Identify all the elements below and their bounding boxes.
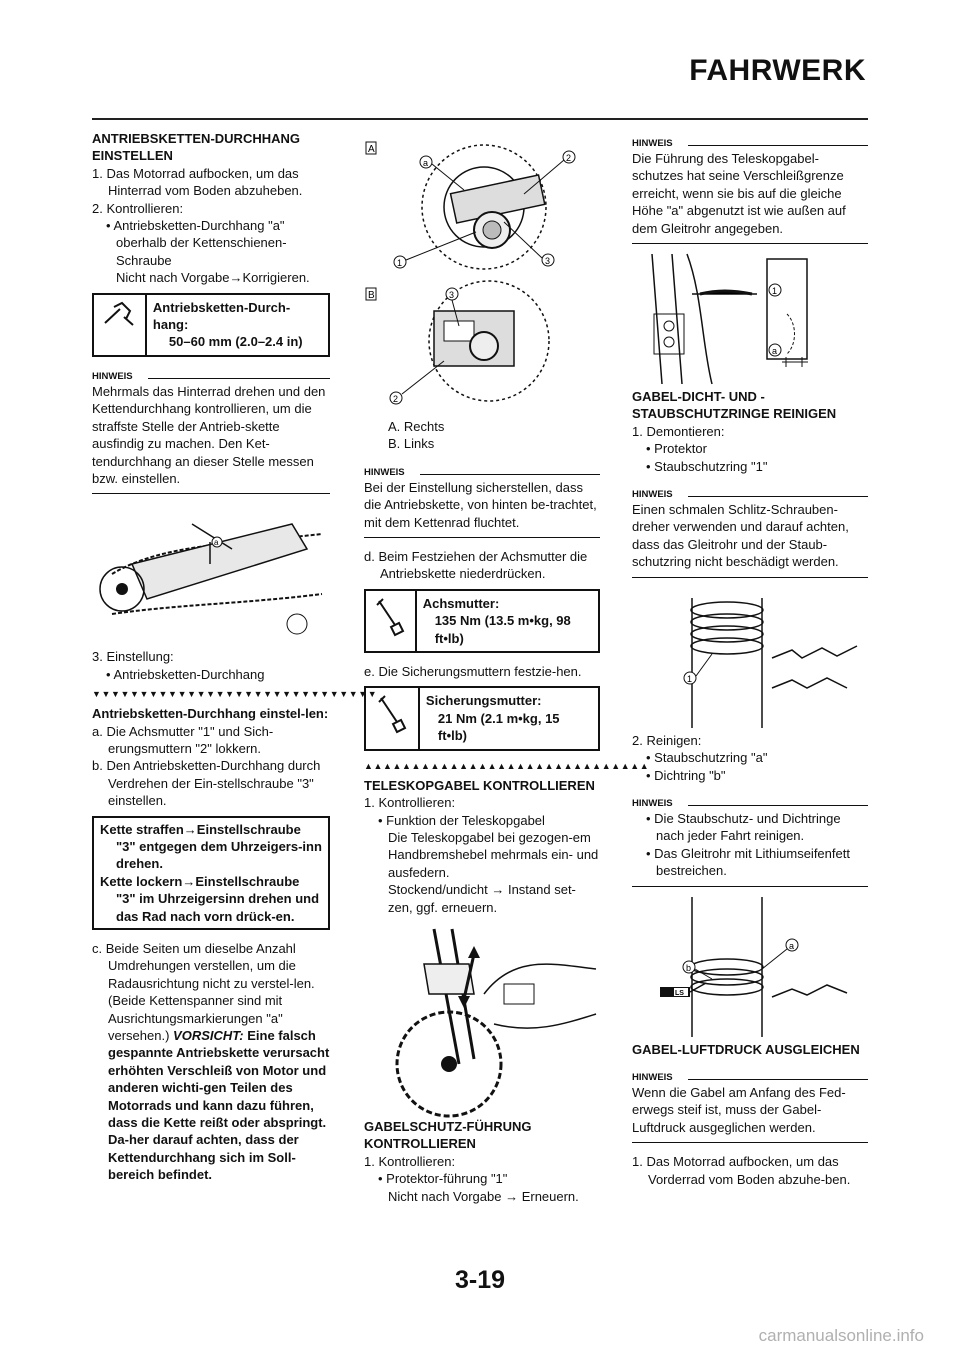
torque-wrench-icon: [366, 591, 417, 651]
seal-step-1-bullet-1: • Protektor: [646, 441, 707, 457]
note-divider: [632, 886, 868, 887]
section-heading-guide: GABELSCHUTZ-FÜHRUNG KONTROLLIEREN: [364, 1118, 532, 1152]
guide-step-1-result: Nicht nach Vorgabe → Erneuern.: [388, 1188, 579, 1204]
column-middle: [364, 130, 650, 1205]
sub-step-e: e. Die Sicherungsmuttern festzie-hen.: [364, 664, 582, 680]
adjuster-right-illustration: [364, 132, 600, 272]
page-title: FAHRWERK: [689, 54, 866, 87]
header-rule: [92, 118, 868, 120]
step-3: 3. Einstellung:: [92, 649, 174, 665]
note-bullet-2: • Das Gleitrohr mit Lithiumseifenfett bestreichen.: [646, 845, 850, 879]
adjust-direction-box: [92, 816, 330, 930]
column-left: [92, 130, 378, 1184]
air-step-1: 1. Das Motorrad aufbocken, um das Vorderrad vom Boden abzuhe-ben.: [632, 1154, 851, 1187]
spec-value: 50–60 mm (2.0–2.4 in): [168, 334, 303, 350]
spec-box-locknut: [364, 686, 600, 750]
fork-step-1-result: Stockend/undicht → Instand set-zen, ggf. erneuern.: [388, 882, 576, 915]
fork-step-1-bullet: • Funktion der Teleskopgabel: [378, 812, 545, 828]
tighten-instruction: Kette straffen→Einstellschraube "3" entgegen dem Uhrzeigers-inn drehen.: [100, 821, 322, 872]
procedure-start-marker: ▼▼▼▼▼▼▼▼▼▼▼▼▼▼▼▼▼▼▼▼▼▼▼▼▼▼▼▼▼▼: [92, 689, 378, 700]
note-text: Mehrmals das Hinterrad drehen und den Kettendurchhang kontrollieren, um die straffste Stelle der Antrieb-skette ausfindig zu machen. Den Ket-tendurchhang an dieser Stelle messen bzw. einstellen.: [92, 383, 326, 486]
svg-text:3: 3: [545, 256, 551, 266]
wrench-icon: [94, 295, 147, 355]
sub-step-b: b. Den Antriebsketten-Durchhang durch Verdrehen der Ein-stellschraube "3" einstellen.: [92, 758, 321, 809]
step-2: 2. Kontrollieren:: [92, 200, 184, 216]
note-header: HINWEIS: [364, 467, 600, 479]
spec-value: 135 Nm (13.5 m•kg, 98 ft•lb): [434, 613, 571, 646]
note-header: HINWEIS: [632, 1072, 868, 1084]
fig-label-A: A: [368, 144, 375, 155]
note-text: Bei der Einstellung sicherstellen, dass die Antriebskette, von hinten be-trachtet, mit dem Kettenrad fluchtet.: [364, 479, 597, 530]
svg-text:1: 1: [397, 258, 403, 268]
chain-slack-illustration: [92, 504, 330, 644]
callout-a: a: [214, 538, 219, 548]
step-2-bullet: • Antriebsketten-Durchhang "a" oberhalb der Kettenschienen-Schraube: [106, 218, 287, 268]
sub-step-c: c. Beide Seiten um dieselbe Anzahl Umdrehungen verstellen, um die Radausrichtung nicht zu verstel-len. (Beide Kettenspanner sind mit Ausrichtungsmarkierungen "a" versehen.) VORSICHT: Eine falsch gespannte Antriebskette verursacht erhöhten Verschleiß von Motor und anderen wichti-gen Teilen des Motorrads und kann dazu führen, dass die Kette reißt oder abspringt. Da-her darauf achten, dass der Kettendurchhang sich im Soll-bereich befindet.: [92, 941, 330, 1183]
fork-step-1-text: Die Teleskopgabel bei gezogen-em Handbremshebel mehrmals ein- und ausfedern.: [388, 829, 599, 880]
sub-step-d: d. Beim Festziehen der Achsmutter die Antriebskette niederdrücken.: [364, 549, 588, 582]
procedure-end-marker: ▲▲▲▲▲▲▲▲▲▲▲▲▲▲▲▲▲▲▲▲▲▲▲▲▲▲▲▲▲▲: [364, 760, 650, 771]
sub-step-a: a. Die Achsmutter "1" und Sich-erungsmuttern "2" lokkern.: [92, 723, 274, 756]
caution-label: VORSICHT:: [173, 1028, 244, 1044]
loosen-instruction: Kette lockern→Einstellschraube "3" im Uhrzeigersinn drehen und das Rad nach vorn drück-en.: [100, 873, 320, 924]
seal-step-1-bullet-2: • Staubschutzring "1": [646, 458, 768, 474]
seal-cleaning-illustration: [632, 897, 868, 1037]
section-heading-chain-slack: ANTRIEBSKETTEN-DURCHHANG EINSTELLEN: [92, 131, 300, 164]
note-divider: [92, 493, 330, 494]
spec-title: Sicherungsmutter:: [425, 693, 542, 709]
grease-icon-label: LS: [675, 989, 684, 997]
column-right: [632, 130, 868, 1188]
note-divider: [364, 537, 600, 538]
fork-step-1: 1. Kontrollieren:: [364, 795, 456, 811]
step-3-bullet: • Antriebsketten-Durchhang: [106, 666, 265, 682]
dust-seal-removal-illustration: [632, 588, 868, 728]
seal-step-1: 1. Demontieren:: [632, 423, 725, 439]
svg-text:2: 2: [566, 153, 572, 163]
front-fork-illustration: [364, 924, 600, 1114]
caution-text: Eine falsch gespannte Antriebskette verursacht erhöhten Verschleiß von Motor und anderen wichti-gen Teilen des Motorrads und kann dazu führen, dass die Kette reißt oder abspringt. Da-her darauf achten, dass der Kettendurchhang sich im Soll-bereich befindet.: [108, 1028, 330, 1183]
fork-guide-illustration: [632, 254, 868, 384]
guide-step-1-bullet: • Protektor-führung "1": [378, 1171, 508, 1187]
note-bullet-1: • Die Staubschutz- und Dichtringe nach jeder Fahrt reinigen.: [646, 810, 841, 844]
note-text: Einen schmalen Schlitz-Schrauben-dreher verwenden und darauf achten, dass das Gleitrohr und der Staub-schutzring nicht beschädigt werden.: [632, 502, 849, 570]
sub-heading-adjust: Antriebsketten-Durchhang einstel-len:: [92, 706, 329, 722]
note-header: HINWEIS: [632, 489, 868, 501]
clean-step-2: 2. Reinigen:: [632, 732, 702, 748]
page-number: 3-19: [454, 1266, 506, 1294]
adjuster-left-illustration: [364, 276, 600, 414]
legend-b: B. Links: [388, 436, 435, 452]
svg-text:1: 1: [772, 286, 778, 297]
spec-title: Antriebsketten-Durch-hang:: [152, 299, 291, 333]
torque-wrench-icon: [366, 688, 420, 748]
note-text: Wenn die Gabel am Anfang des Fed-erwegs steif ist, muss der Gabel-Luftdruck ausgeglichen werden.: [632, 1084, 846, 1135]
clean-step-2-bullet-1: • Staubschutzring "a": [646, 750, 768, 766]
note-header: HINWEIS: [632, 138, 868, 150]
section-heading-seals: GABEL-DICHT- UND -STAUBSCHUTZRINGE REINIGEN: [632, 389, 837, 422]
fig-label-B: B: [368, 290, 375, 301]
svg-text:b: b: [686, 962, 692, 973]
note-text: Die Führung des Teleskopgabel-schutzes hat seine Verschleißgrenze erreicht, wenn sie bis auf die gleiche Höhe "a" abgenutzt ist wie außen auf dem Gleitrohr angegeben.: [632, 151, 846, 236]
svg-text:a: a: [772, 346, 778, 357]
section-heading-air-pressure: GABEL-LUFTDRUCK AUSGLEICHEN: [632, 1041, 860, 1057]
section-heading-fork-check: TELESKOPGABEL KONTROLLIEREN: [364, 777, 595, 793]
spec-box-axle-nut: [364, 589, 600, 653]
note-divider: [632, 1142, 868, 1143]
legend-a: A. Rechts: [388, 419, 445, 434]
svg-text:a: a: [789, 940, 795, 951]
spec-value: 21 Nm (2.1 m•kg, 15 ft•lb): [437, 710, 560, 744]
note-header: HINWEIS: [92, 371, 330, 383]
step-1: 1. Das Motorrad aufbocken, um das Hinterrad vom Boden abzuheben.: [92, 165, 303, 199]
watermark: carmanualsonline.info: [758, 1326, 924, 1345]
spec-title: Achsmutter:: [422, 595, 500, 611]
svg-text:2: 2: [393, 394, 399, 404]
note-divider: [632, 243, 868, 244]
svg-text:1: 1: [687, 673, 693, 684]
step-2-result: Nicht nach Vorgabe→Korrigieren.: [116, 270, 310, 286]
svg-text:a: a: [423, 158, 429, 168]
note-header: HINWEIS: [632, 798, 868, 810]
note-divider: [632, 577, 868, 578]
spec-box-chain-slack: [92, 293, 330, 357]
svg-text:3: 3: [449, 290, 455, 300]
guide-step-1: 1. Kontrollieren:: [364, 1153, 456, 1169]
clean-step-2-bullet-2: • Dichtring "b": [646, 767, 726, 783]
